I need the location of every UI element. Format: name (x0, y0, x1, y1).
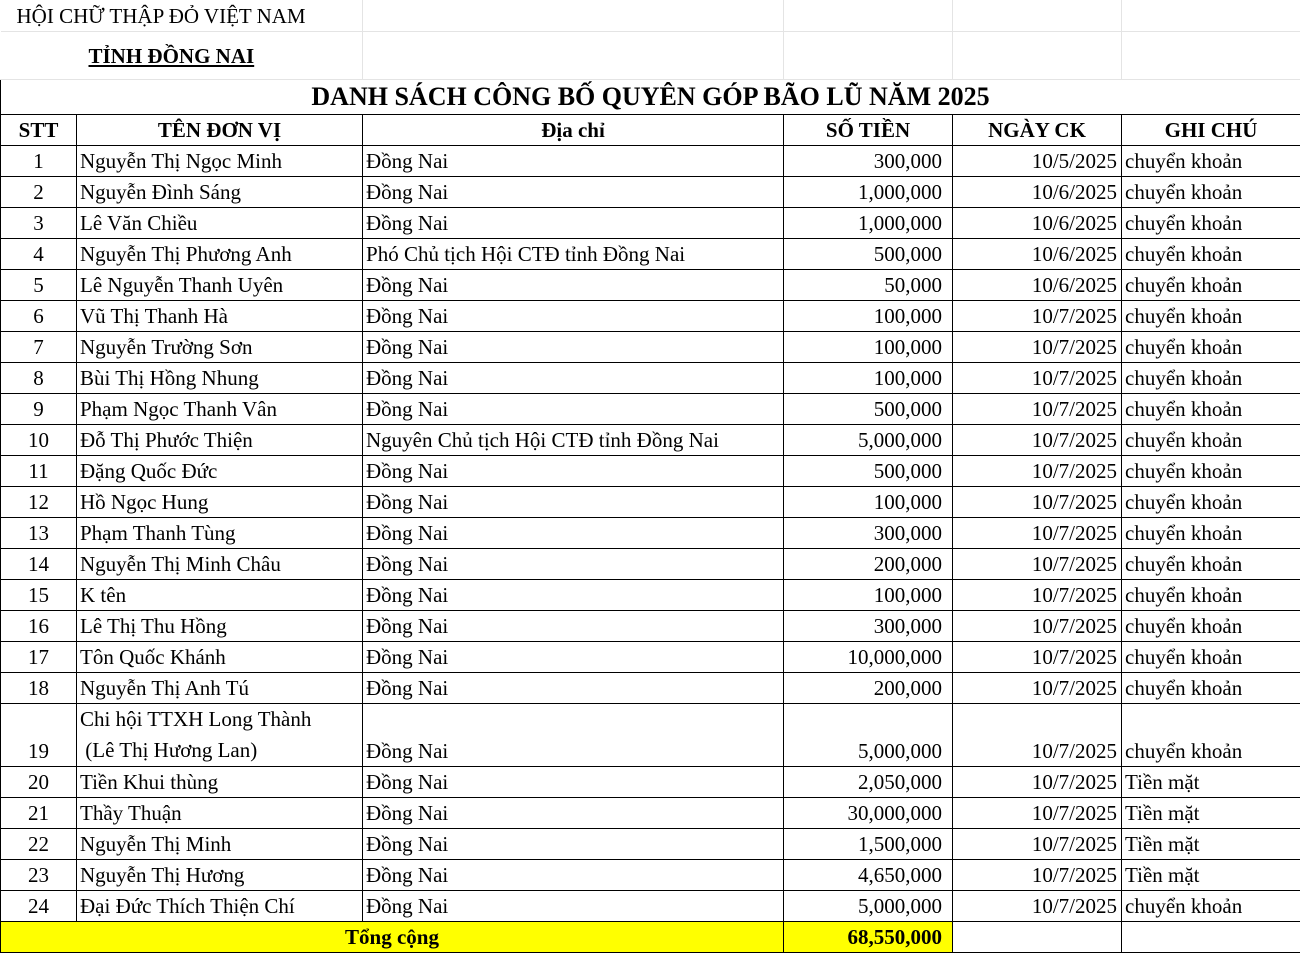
row-note[interactable]: chuyển khoản (1122, 580, 1300, 611)
row-amount[interactable]: 500,000 (784, 456, 953, 487)
row-note[interactable]: chuyển khoản (1122, 642, 1300, 673)
row-stt[interactable]: 13 (1, 518, 77, 549)
row-name[interactable]: Nguyễn Trường Sơn (77, 332, 363, 363)
row-note[interactable]: chuyển khoản (1122, 518, 1300, 549)
row-date[interactable]: 10/7/2025 (953, 425, 1122, 456)
table-row (1, 332, 1300, 363)
row-note[interactable]: chuyển khoản (1122, 177, 1300, 208)
column-header-name[interactable]: TÊN ĐƠN VỊ (77, 115, 363, 146)
province-name[interactable]: TỈNH ĐỒNG NAI (1, 32, 363, 80)
row-name[interactable]: Bùi Thị Hồng Nhung (77, 363, 363, 394)
empty-cell[interactable] (1122, 0, 1300, 32)
document-title[interactable]: DANH SÁCH CÔNG BỐ QUYÊN GÓP BÃO LŨ NĂM 2025 (1, 80, 1300, 115)
column-header-row (1, 115, 1300, 146)
row-note[interactable]: chuyển khoản (1122, 270, 1300, 301)
row-name[interactable]: Nguyễn Thị Anh Tú (77, 673, 363, 704)
table-row (1, 704, 1300, 767)
row-amount[interactable]: 100,000 (784, 580, 953, 611)
table-row (1, 425, 1300, 456)
row-amount[interactable]: 100,000 (784, 363, 953, 394)
table-row (1, 767, 1300, 798)
row-date[interactable]: 10/7/2025 (953, 487, 1122, 518)
row-note[interactable]: chuyển khoản (1122, 549, 1300, 580)
total-label[interactable]: Tổng cộng (1, 922, 784, 953)
column-header-note[interactable]: GHI CHÚ (1122, 115, 1300, 146)
row-date[interactable]: 10/7/2025 (953, 891, 1122, 922)
row-date[interactable]: 10/7/2025 (953, 518, 1122, 549)
row-date[interactable]: 10/7/2025 (953, 394, 1122, 425)
row-address[interactable]: Nguyên Chủ tịch Hội CTĐ tỉnh Đồng Nai (363, 425, 784, 456)
row-name[interactable]: Đỗ Thị Phước Thiện (77, 425, 363, 456)
row-stt[interactable]: 24 (1, 891, 77, 922)
row-amount[interactable]: 10,000,000 (784, 642, 953, 673)
row-name[interactable]: Hồ Ngọc Hung (77, 487, 363, 518)
row-amount[interactable]: 500,000 (784, 394, 953, 425)
row-date[interactable]: 10/7/2025 (953, 363, 1122, 394)
row-date[interactable]: 10/7/2025 (953, 332, 1122, 363)
row-name[interactable]: Tiền Khui thùng (77, 767, 363, 798)
row-note[interactable]: chuyển khoản (1122, 301, 1300, 332)
row-name[interactable]: Đại Đức Thích Thiện Chí (77, 891, 363, 922)
column-header-amount[interactable]: SỐ TIỀN (784, 115, 953, 146)
row-address[interactable]: Đồng Nai (363, 208, 784, 239)
table-row (1, 177, 1300, 208)
row-amount[interactable]: 100,000 (784, 332, 953, 363)
row-amount[interactable]: 5,000,000 (784, 704, 953, 767)
row-stt[interactable]: 14 (1, 549, 77, 580)
row-date[interactable]: 10/6/2025 (953, 177, 1122, 208)
row-name[interactable]: Tôn Quốc Khánh (77, 642, 363, 673)
row-date[interactable]: 10/7/2025 (953, 704, 1122, 767)
row-date[interactable]: 10/6/2025 (953, 208, 1122, 239)
empty-cell[interactable] (1122, 32, 1300, 80)
empty-cell[interactable] (953, 922, 1122, 953)
total-row (1, 922, 1300, 953)
row-stt[interactable]: 8 (1, 363, 77, 394)
row-stt[interactable]: 1 (1, 146, 77, 177)
row-amount[interactable]: 200,000 (784, 549, 953, 580)
table-row (1, 673, 1300, 704)
column-header-stt[interactable]: STT (1, 115, 77, 146)
table-row (1, 456, 1300, 487)
row-stt[interactable]: 2 (1, 177, 77, 208)
table-row (1, 580, 1300, 611)
row-address[interactable]: Đồng Nai (363, 549, 784, 580)
row-name[interactable] (77, 704, 363, 767)
row-address[interactable]: Đồng Nai (363, 891, 784, 922)
row-stt[interactable]: 22 (1, 829, 77, 860)
row-address[interactable]: Đồng Nai (363, 270, 784, 301)
row-amount[interactable]: 1,000,000 (784, 208, 953, 239)
row-address[interactable]: Đồng Nai (363, 146, 784, 177)
table-row (1, 829, 1300, 860)
organization-name[interactable]: HỘI CHỮ THẬP ĐỎ VIỆT NAM (1, 0, 363, 32)
row-amount[interactable]: 2,050,000 (784, 767, 953, 798)
row-address[interactable]: Đồng Nai (363, 332, 784, 363)
table-row (1, 270, 1300, 301)
row-date[interactable]: 10/7/2025 (953, 301, 1122, 332)
row-note[interactable]: chuyển khoản (1122, 425, 1300, 456)
row-address[interactable]: Đồng Nai (363, 860, 784, 891)
row-note[interactable]: chuyển khoản (1122, 704, 1300, 767)
row-amount[interactable]: 30,000,000 (784, 798, 953, 829)
row-address[interactable]: Đồng Nai (363, 642, 784, 673)
row-address[interactable]: Đồng Nai (363, 767, 784, 798)
row-name[interactable]: Nguyễn Thị Ngọc Minh (77, 146, 363, 177)
row-stt[interactable]: 5 (1, 270, 77, 301)
empty-cell[interactable] (953, 0, 1122, 32)
row-name[interactable]: Lê Văn Chiều (77, 208, 363, 239)
table-row (1, 394, 1300, 425)
row-name[interactable]: Lê Nguyễn Thanh Uyên (77, 270, 363, 301)
row-note[interactable]: chuyển khoản (1122, 208, 1300, 239)
column-header-date[interactable]: NGÀY CK (953, 115, 1122, 146)
table-row (1, 239, 1300, 270)
empty-cell[interactable] (363, 0, 784, 32)
row-address[interactable]: Đồng Nai (363, 673, 784, 704)
row-address[interactable]: Phó Chủ tịch Hội CTĐ tỉnh Đồng Nai (363, 239, 784, 270)
row-stt[interactable]: 3 (1, 208, 77, 239)
empty-cell[interactable] (1122, 922, 1300, 953)
row-amount[interactable]: 5,000,000 (784, 891, 953, 922)
row-address[interactable]: Đồng Nai (363, 798, 784, 829)
row-name[interactable]: K tên (77, 580, 363, 611)
table-row (1, 798, 1300, 829)
row-stt[interactable]: 12 (1, 487, 77, 518)
row-note[interactable]: Tiền mặt (1122, 767, 1300, 798)
column-header-address[interactable]: Địa chỉ (363, 115, 784, 146)
row-name[interactable]: Nguyễn Thị Minh Châu (77, 549, 363, 580)
row-amount[interactable]: 1,000,000 (784, 177, 953, 208)
row-note[interactable]: chuyển khoản (1122, 332, 1300, 363)
empty-cell[interactable] (784, 0, 953, 32)
row-stt[interactable]: 19 (1, 704, 77, 767)
row-note[interactable]: chuyển khoản (1122, 487, 1300, 518)
table-row (1, 642, 1300, 673)
row-date[interactable]: 10/7/2025 (953, 673, 1122, 704)
row-date[interactable]: 10/7/2025 (953, 549, 1122, 580)
row-note[interactable]: chuyển khoản (1122, 146, 1300, 177)
row-note[interactable]: chuyển khoản (1122, 456, 1300, 487)
row-name-line1: Chi hội TTXH Long Thành (80, 707, 312, 731)
row-stt[interactable]: 18 (1, 673, 77, 704)
row-note[interactable]: chuyển khoản (1122, 239, 1300, 270)
row-address[interactable]: Đồng Nai (363, 363, 784, 394)
row-name[interactable]: Phạm Ngọc Thanh Vân (77, 394, 363, 425)
row-name[interactable]: Lê Thị Thu Hồng (77, 611, 363, 642)
row-address[interactable]: Đồng Nai (363, 829, 784, 860)
row-note[interactable]: chuyển khoản (1122, 611, 1300, 642)
row-note[interactable]: chuyển khoản (1122, 673, 1300, 704)
row-name[interactable]: Nguyễn Thị Phương Anh (77, 239, 363, 270)
row-stt[interactable]: 9 (1, 394, 77, 425)
row-amount[interactable]: 300,000 (784, 146, 953, 177)
row-amount[interactable]: 1,500,000 (784, 829, 953, 860)
row-stt[interactable]: 4 (1, 239, 77, 270)
row-stt[interactable]: 7 (1, 332, 77, 363)
row-amount[interactable]: 100,000 (784, 301, 953, 332)
row-address[interactable]: Đồng Nai (363, 704, 784, 767)
row-amount[interactable]: 500,000 (784, 239, 953, 270)
row-address[interactable]: Đồng Nai (363, 177, 784, 208)
table-row (1, 518, 1300, 549)
row-amount[interactable]: 100,000 (784, 487, 953, 518)
row-stt[interactable]: 20 (1, 767, 77, 798)
row-note[interactable]: Tiền mặt (1122, 798, 1300, 829)
row-date[interactable]: 10/7/2025 (953, 798, 1122, 829)
row-note[interactable]: chuyển khoản (1122, 394, 1300, 425)
empty-cell[interactable] (784, 32, 953, 80)
row-amount[interactable]: 200,000 (784, 673, 953, 704)
row-address[interactable]: Đồng Nai (363, 456, 784, 487)
row-amount[interactable]: 300,000 (784, 518, 953, 549)
row-note[interactable]: chuyển khoản (1122, 363, 1300, 394)
row-amount[interactable]: 300,000 (784, 611, 953, 642)
row-date[interactable]: 10/6/2025 (953, 239, 1122, 270)
table-row (1, 611, 1300, 642)
row-address[interactable]: Đồng Nai (363, 301, 784, 332)
row-address[interactable]: Đồng Nai (363, 580, 784, 611)
row-date[interactable]: 10/7/2025 (953, 642, 1122, 673)
row-name[interactable]: Nguyễn Thị Minh (77, 829, 363, 860)
table-row (1, 487, 1300, 518)
row-date[interactable]: 10/7/2025 (953, 611, 1122, 642)
row-stt[interactable]: 10 (1, 425, 77, 456)
empty-cell[interactable] (953, 32, 1122, 80)
row-date[interactable]: 10/7/2025 (953, 456, 1122, 487)
total-amount[interactable]: 68,550,000 (784, 922, 953, 953)
row-address[interactable]: Đồng Nai (363, 611, 784, 642)
row-note[interactable]: Tiền mặt (1122, 860, 1300, 891)
row-stt[interactable]: 16 (1, 611, 77, 642)
row-name[interactable]: Phạm Thanh Tùng (77, 518, 363, 549)
row-amount[interactable]: 50,000 (784, 270, 953, 301)
row-stt[interactable]: 15 (1, 580, 77, 611)
row-note[interactable]: Tiền mặt (1122, 829, 1300, 860)
row-date[interactable]: 10/7/2025 (953, 860, 1122, 891)
org-header-row (1, 0, 1300, 32)
row-date[interactable]: 10/5/2025 (953, 146, 1122, 177)
row-amount[interactable]: 4,650,000 (784, 860, 953, 891)
row-stt[interactable]: 23 (1, 860, 77, 891)
row-address[interactable]: Đồng Nai (363, 487, 784, 518)
row-address[interactable]: Đồng Nai (363, 518, 784, 549)
row-name-line2: (Lê Thị Hương Lan) (80, 738, 258, 762)
row-address[interactable]: Đồng Nai (363, 394, 784, 425)
row-stt[interactable]: 11 (1, 456, 77, 487)
row-name[interactable]: Thầy Thuận (77, 798, 363, 829)
table-row (1, 146, 1300, 177)
table-row (1, 363, 1300, 394)
table-body (1, 146, 1300, 922)
table-row (1, 301, 1300, 332)
row-date[interactable]: 10/7/2025 (953, 580, 1122, 611)
row-date[interactable]: 10/7/2025 (953, 767, 1122, 798)
row-stt[interactable]: 6 (1, 301, 77, 332)
empty-cell[interactable] (363, 32, 784, 80)
row-name[interactable]: Vũ Thị Thanh Hà (77, 301, 363, 332)
table-row (1, 549, 1300, 580)
row-note[interactable]: chuyển khoản (1122, 891, 1300, 922)
row-name[interactable]: Đặng Quốc Đức (77, 456, 363, 487)
row-stt[interactable]: 17 (1, 642, 77, 673)
row-name[interactable]: Nguyễn Đình Sáng (77, 177, 363, 208)
row-amount[interactable]: 5,000,000 (784, 425, 953, 456)
row-name[interactable]: Nguyễn Thị Hương (77, 860, 363, 891)
province-header-row (1, 32, 1300, 80)
table-row (1, 860, 1300, 891)
row-date[interactable]: 10/7/2025 (953, 829, 1122, 860)
title-row (1, 80, 1300, 115)
row-date[interactable]: 10/6/2025 (953, 270, 1122, 301)
table-row (1, 208, 1300, 239)
row-stt[interactable]: 21 (1, 798, 77, 829)
table-row (1, 891, 1300, 922)
